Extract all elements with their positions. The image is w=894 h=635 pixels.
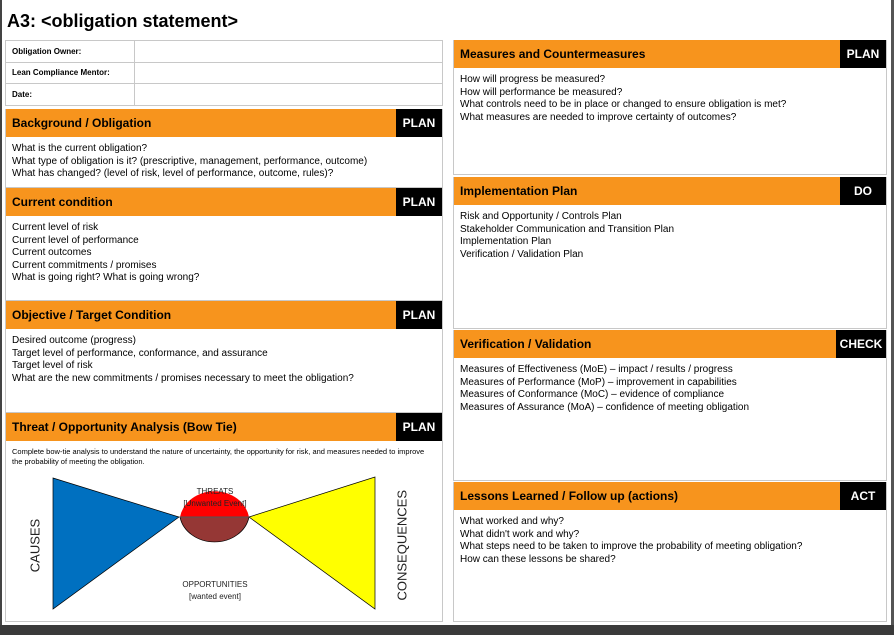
mentor-field[interactable] [135, 62, 443, 84]
date-field[interactable] [135, 84, 443, 106]
section-body[interactable] [6, 137, 442, 187]
section-header [6, 188, 442, 216]
section-header [454, 177, 886, 205]
section-title: Measures and Countermeasures [460, 47, 646, 61]
section-header [454, 482, 886, 510]
meta-label: Date: [6, 84, 135, 106]
section-body[interactable] [454, 510, 886, 572]
prompt-line: Target level of performance, conformance, and assurance [12, 347, 268, 359]
prompt-line: What didn't work and why? [460, 528, 580, 540]
section-title: Implementation Plan [460, 184, 578, 198]
consequences-label: CONSEQUENCES [394, 489, 410, 601]
section-measures-and-countermeasures [453, 40, 887, 175]
prompt-line: Desired outcome (progress) [12, 335, 136, 346]
pdca-tag: PLAN [396, 188, 442, 216]
prompt-line: What steps need to be taken to improve the probability of meeting obligation? [460, 541, 803, 552]
prompt-line: How will progress be measured? [460, 74, 606, 85]
prompt-line: Measures of Effectiveness (MoE) – impact / results / progress [460, 364, 733, 375]
prompt-line: Measures of Performance (MoP) – improvement in capabilities [460, 376, 737, 388]
meta-label: Obligation Owner: [6, 41, 135, 63]
opportunities-label: OPPORTUNITIES [wanted event] [182, 580, 248, 601]
section-threat-opportunity-analysis-bow-tie [5, 413, 443, 622]
window-left-edge [0, 0, 2, 635]
section-header [454, 330, 886, 358]
prompt-line: What is the current obligation? [12, 143, 148, 154]
causes-label: CAUSES [27, 518, 43, 573]
prompt-line: Current level of risk [12, 222, 99, 233]
prompt-line: Implementation Plan [460, 236, 552, 247]
prompt-line: What measures are needed to improve certainty of outcomes? [460, 111, 737, 123]
pdca-tag: PLAN [840, 40, 886, 68]
section-objective-target-condition [5, 301, 443, 413]
prompt-line: What are the new commitments / promises necessary to meet the obligation? [12, 372, 354, 384]
prompt-line: Current level of performance [12, 234, 139, 246]
obligation-owner-field[interactable] [135, 41, 443, 63]
pdca-tag: CHECK [836, 330, 886, 358]
prompt-line: What has changed? (level of risk, level of performance, outcome, rules)? [12, 168, 334, 179]
section-title: Current condition [12, 195, 113, 209]
section-title: Lessons Learned / Follow up (actions) [460, 489, 679, 503]
prompt-line: Current commitments / promises [12, 259, 157, 271]
section-header [6, 301, 442, 329]
section-header [6, 109, 442, 137]
threats-label: THREATS [Unwanted Event] [183, 487, 247, 508]
section-title: Verification / Validation [460, 337, 592, 351]
prompt-line: Measures of Conformance (MoC) – evidence of compliance [460, 389, 725, 400]
bottom-bar [0, 625, 894, 635]
section-header [454, 40, 886, 68]
meta-label: Lean Compliance Mentor: [6, 62, 135, 84]
section-implementation-plan [453, 177, 887, 329]
prompt-line: Target level of risk [12, 360, 93, 371]
section-title: Objective / Target Condition [12, 308, 172, 322]
pdca-tag: PLAN [396, 301, 442, 329]
prompt-line: Risk and Opportunity / Controls Plan [460, 211, 622, 222]
section-body[interactable] [454, 205, 886, 267]
prompt-line: What controls need to be in place or changed to ensure obligation is met? [460, 99, 787, 110]
section-body[interactable] [454, 68, 886, 130]
section-lessons-learned-follow-up-actions [453, 482, 887, 622]
prompt-line: How can these lessons be shared? [460, 553, 616, 565]
section-title: Background / Obligation [12, 116, 152, 130]
page-title: A3: <obligation statement> [7, 11, 239, 31]
opportunity-semicircle [180, 517, 249, 542]
prompt-line: What type of obligation is it? (prescriptive, management, performance, outcome) [12, 155, 368, 167]
pdca-tag: DO [840, 177, 886, 205]
meta-table [5, 40, 443, 106]
prompt-line: Verification / Validation Plan [460, 248, 584, 260]
section-verification-validation [453, 330, 887, 481]
section-background-obligation [5, 109, 443, 188]
prompt-line: Current outcomes [12, 247, 92, 258]
pdca-tag: ACT [840, 482, 886, 510]
pdca-tag: PLAN [396, 109, 442, 137]
prompt-line: How will performance be measured? [460, 86, 623, 98]
section-body[interactable] [6, 216, 442, 291]
section-title: Threat / Opportunity Analysis (Bow Tie) [12, 420, 237, 434]
prompt-line: Complete bow-tie analysis to understand the nature of uncertainty, the opportunity for risk, and measures needed to improve the probability of meeting the obligation. [12, 447, 425, 466]
section-current-condition [5, 188, 443, 301]
section-body[interactable] [6, 329, 442, 391]
section-body[interactable] [454, 358, 886, 420]
prompt-line: What is going right? What is going wrong? [12, 272, 200, 283]
bow-tie-diagram [6, 413, 444, 622]
prompt-line: What worked and why? [460, 516, 564, 527]
prompt-line: Stakeholder Communication and Transition Plan [460, 223, 675, 235]
pdca-tag: PLAN [396, 413, 442, 441]
prompt-line: Measures of Assurance (MoA) – confidence of meeting obligation [460, 401, 750, 413]
